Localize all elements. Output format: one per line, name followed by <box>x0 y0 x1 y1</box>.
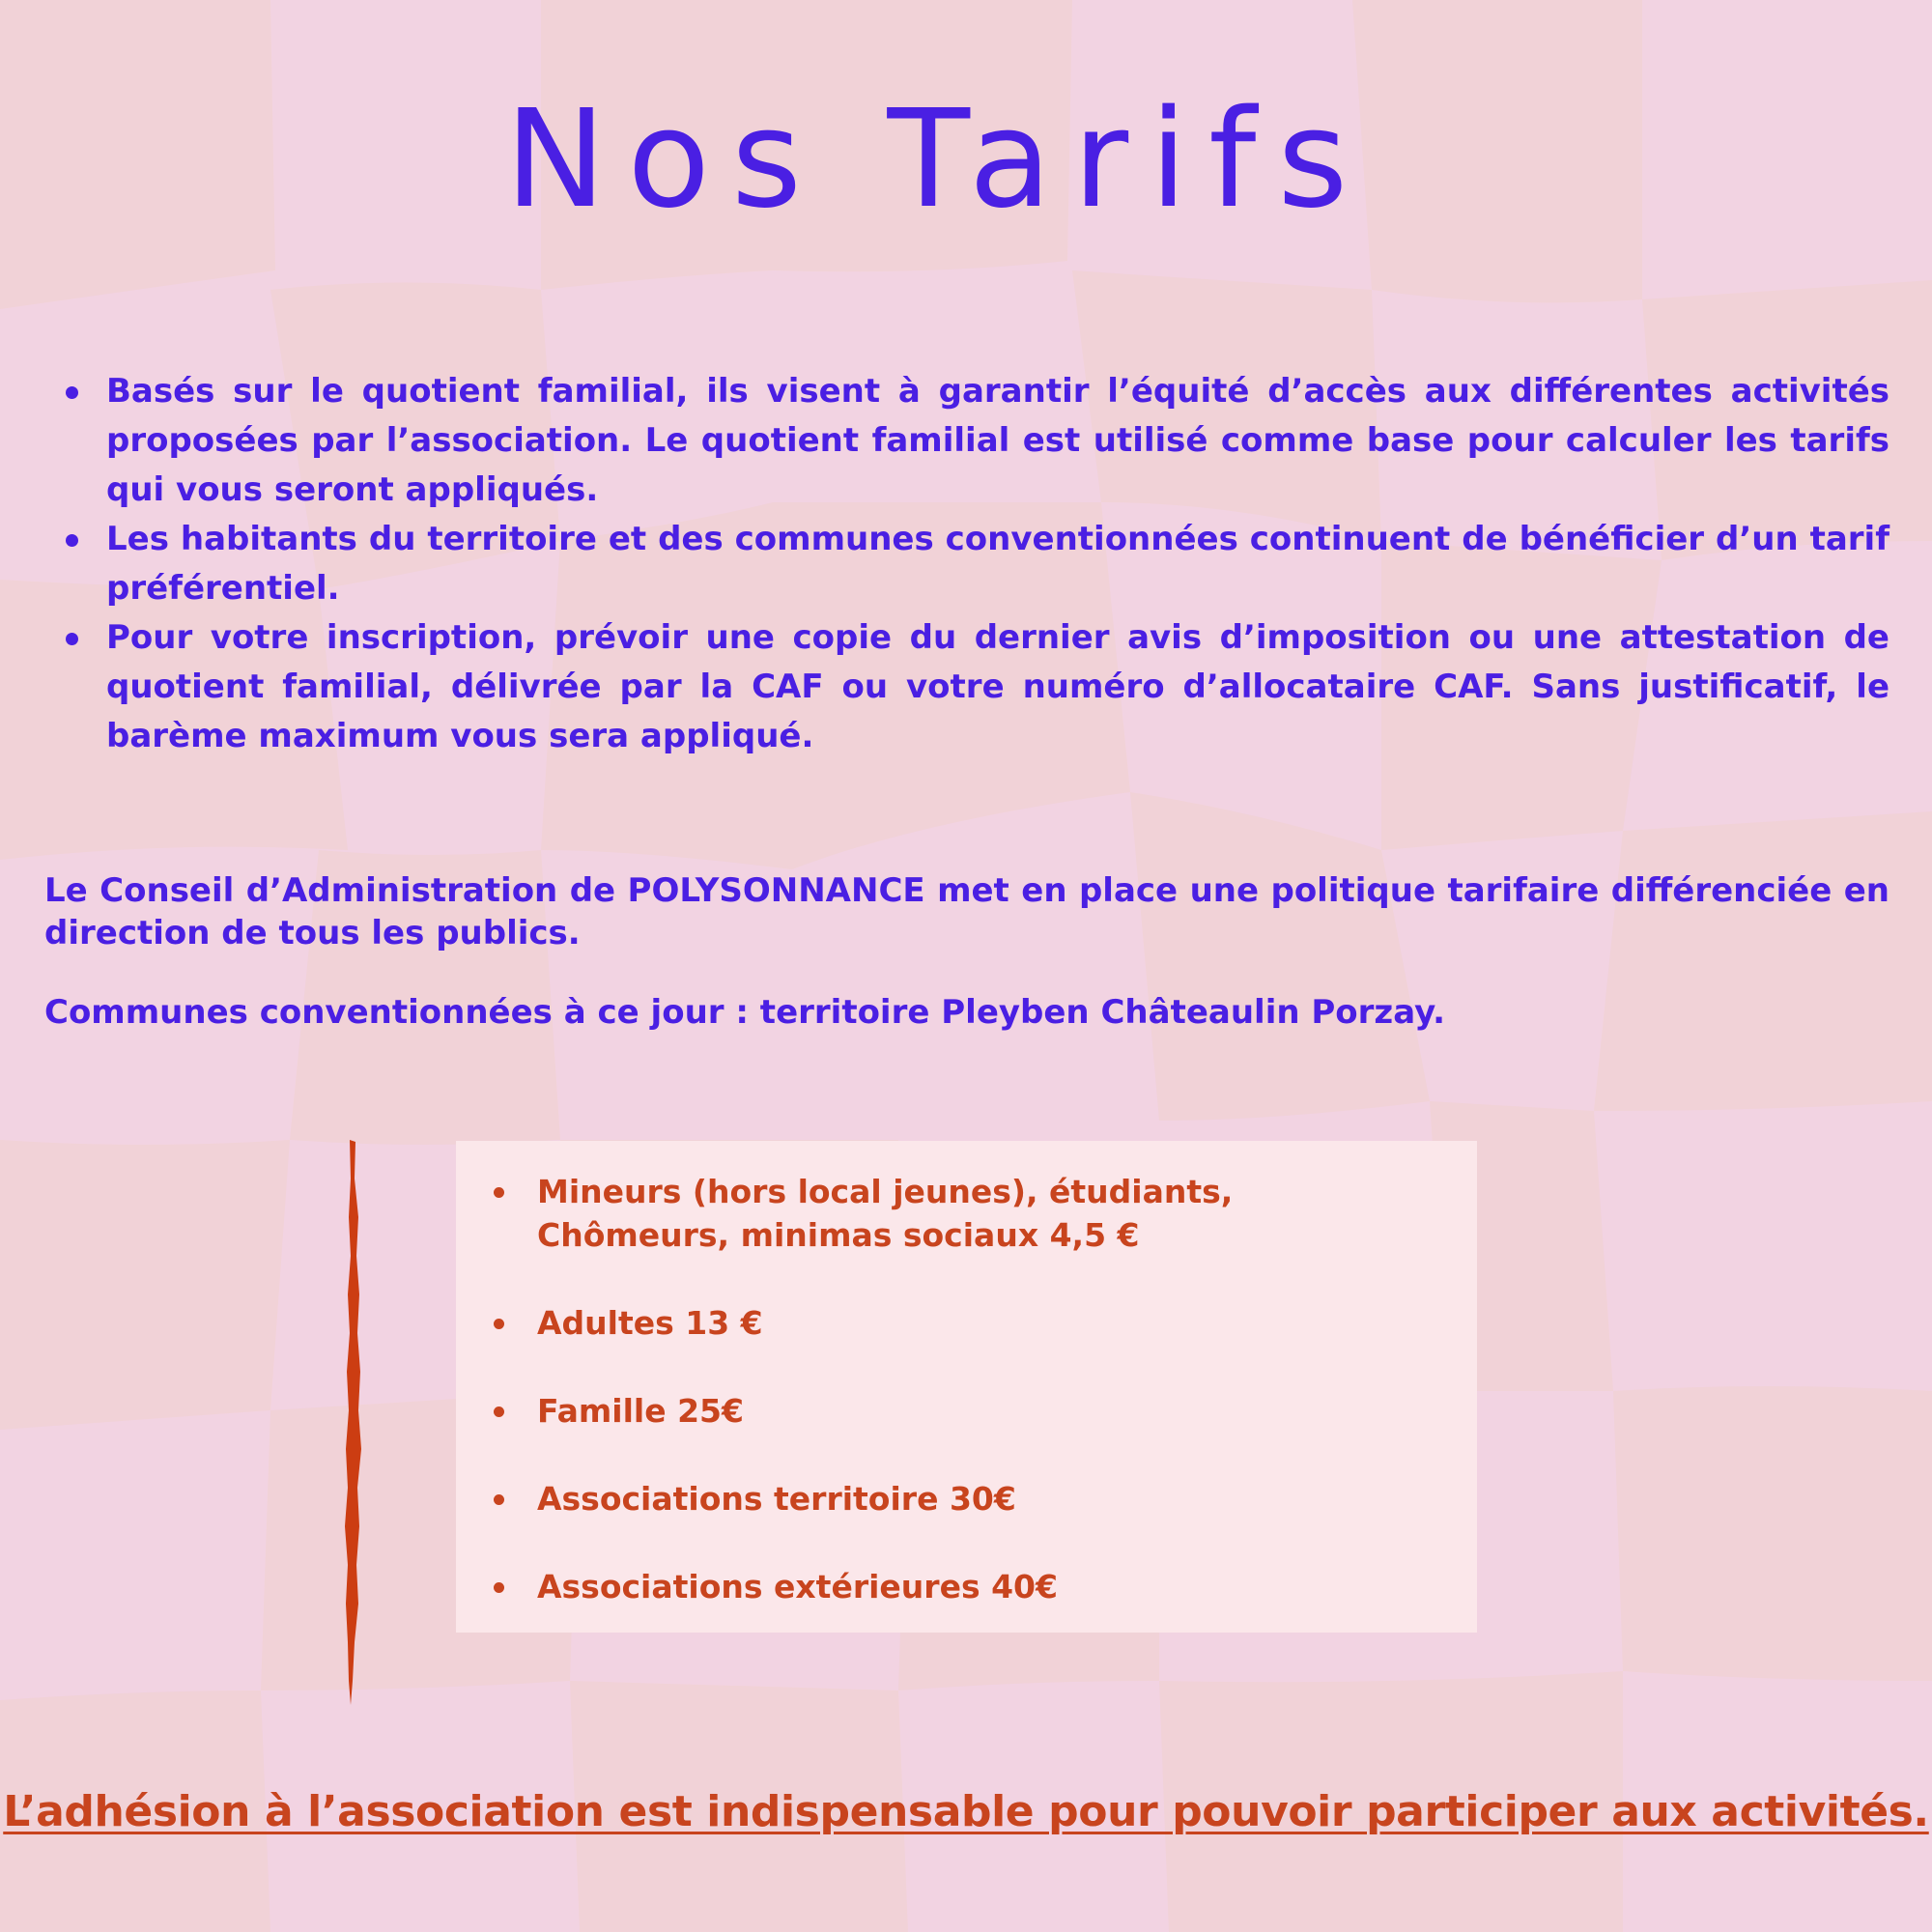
intro-bullet-list <box>60 367 1889 761</box>
communes-paragraph: Communes conventionnées à ce jour : territoire Pleyben Châteaulin Porzay. <box>44 993 1446 1032</box>
conseil-paragraph: Le Conseil d’Administration de POLYSONNANCE met en place une politique tarifaire différenciée en direction de tous les publics. <box>44 871 1889 952</box>
rate-item: Mineurs (hors local jeunes), étudiants, Chômeurs, minimas sociaux 4,5 € <box>456 1170 1406 1257</box>
rate-item: Associations extérieures 40€ <box>456 1565 1406 1608</box>
list-item: Les habitants du territoire et des communes conventionnées continuent de bénéficier d’un tarif préférentiel. <box>60 515 1889 613</box>
list-item: Basés sur le quotient familial, ils visent à garantir l’équité d’accès aux différentes activités proposées par l’association. Le quotient familial est utilisé comme base pour calculer les tarifs qui vous seront appliqués. <box>60 367 1889 515</box>
brush-stroke-decoration <box>338 1140 367 1705</box>
list-item: Pour votre inscription, prévoir une copie du dernier avis d’imposition ou une attestation de quotient familial, délivrée par la CAF ou votre numéro d’allocataire CAF. Sans justificatif, le barème maximum vous sera appliqué. <box>60 613 1889 761</box>
rate-item: Associations territoire 30€ <box>456 1477 1406 1520</box>
rate-item: Adultes 13 € <box>456 1301 1406 1345</box>
page-title: Nos Tarifs <box>504 81 1370 239</box>
rate-item: Famille 25€ <box>456 1389 1406 1433</box>
membership-note: L’adhésion à l’association est indispensable pour pouvoir participer aux activités. <box>3 1787 1929 1836</box>
rates-list <box>456 1170 1406 1653</box>
rates-box <box>456 1141 1477 1633</box>
